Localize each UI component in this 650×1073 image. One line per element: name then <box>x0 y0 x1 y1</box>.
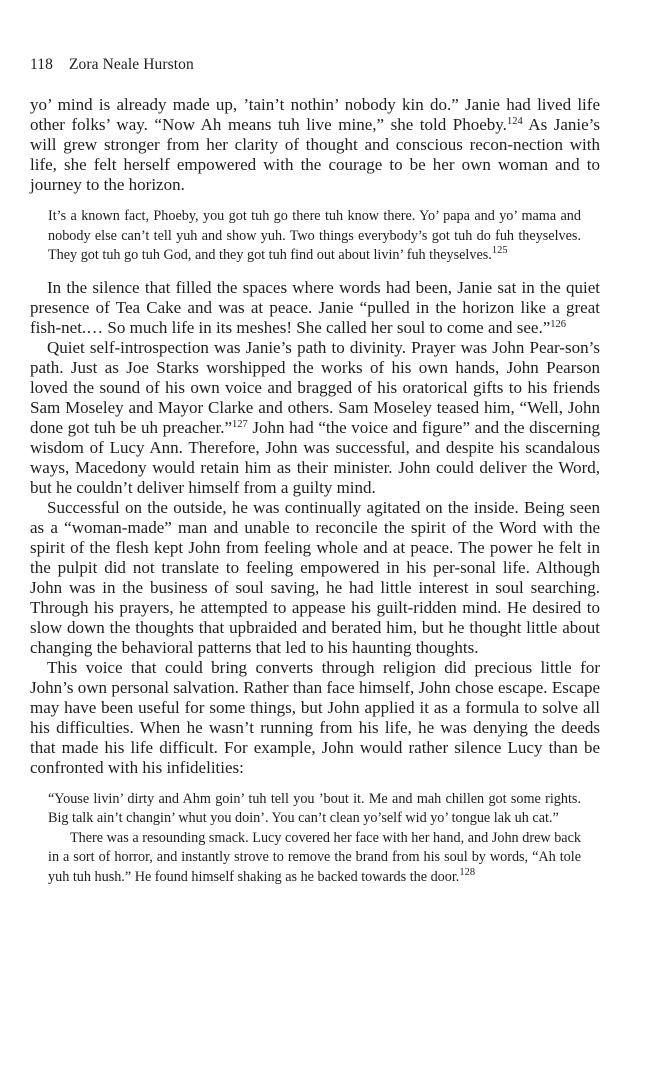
paragraph-text: In the silence that filled the spaces where words had been, Janie sat in the quiet presence of Tea Cake and was at peace. Janie “pulled in the horizon like a great fish-net.… So much life in its meshes! She called her soul to come and see.” <box>30 277 600 337</box>
block-quote <box>48 790 581 888</box>
paragraph-text: Quiet self-introspection was Janie’s path to divinity. Prayer was John Pear-son’s path. Just as Joe Starks worshipped the works of his own hands, John Pearson loved the sound of his own voice and bragged of his oratorical gifts to his friends Sam Moseley and Mayor Clarke and others. Sam Moseley teased him, “Well, John done got tuh be uh preacher.” <box>30 337 600 437</box>
paragraph <box>30 338 600 498</box>
running-header <box>30 56 194 74</box>
quote-paragraph: “Youse livin’ dirty and Ahm goin’ tuh tell you ’bout it. Me and mah chillen got some rights. Big talk ain’t changin’ whut you doin’. You can’t clean yo’self wid yo’ tongue lak uh cat.” <box>48 790 581 826</box>
paragraph: Successful on the outside, he was continually agitated on the inside. Being seen as a “woman-made” man and unable to reconcile the spirit of the Word with the spirit of the flesh kept John from feeling whole and at peace. The power he felt in the pulpit did not translate to feeling empowered in his per-sonal life. Although John was in the business of soul saving, he had little interest in soul searching. Through his prayers, he attempted to appease his guilt-ridden mind. He desired to slow down the thoughts that upbraided and berated him, but he thought little about changing the behavioral patterns that led to his haunting thoughts. <box>30 497 600 657</box>
running-title: Zora Neale Hurston <box>68 56 194 73</box>
paragraph <box>30 95 600 195</box>
body-text <box>30 95 600 887</box>
paragraph-text: yo’ mind is already made up, ’tain’t nothin’ nobody kin do.” Janie had lived life other folks’ way. “Now Ah means tuh live mine,” she told Phoeby. <box>30 95 600 134</box>
quote-paragraph <box>48 207 581 266</box>
quote-text: It’s a known fact, Phoeby, you got tuh go there tuh know there. Yo’ papa and yo’ mama and nobody else can’t tell yuh and show yuh. Two things everybody’s got tuh do fuh theyselves. They got tuh go tuh God, and they got tuh find out about livin’ fuh theyselves. <box>48 208 581 263</box>
paragraph-text: As Janie’s will grew stronger from her clarity of thought and conscious recon-nection with life, she felt herself empowered with the courage to be her own woman and to journey to the horizon. <box>30 115 601 194</box>
footnote-marker: 126 <box>550 318 567 330</box>
footnote-marker: 128 <box>459 866 476 878</box>
quote-paragraph <box>48 829 581 888</box>
paragraph <box>30 278 600 338</box>
footnote-marker: 125 <box>491 245 508 256</box>
footnote-marker: 124 <box>506 116 523 127</box>
page-number: 118 <box>30 56 53 73</box>
paragraph: This voice that could bring converts through religion did precious little for John’s own personal salvation. Rather than face himself, John chose escape. Escape may have been useful for some things, but John applied it as a formula to solve all his difficulties. When he wasn’t running from his life, he was denying the deeds that made his life difficult. For example, John would rather silence Lucy than be confronted with his infidelities: <box>30 657 600 777</box>
block-quote <box>48 207 581 266</box>
quote-text: There was a resounding smack. Lucy covered her face with her hand, and John drew back in a sort of horror, and instantly strove to remove the brand from his soul by words, “Ah tole yuh tuh hush.” He found himself shaking as he backed towards the door. <box>48 829 581 885</box>
footnote-marker: 127 <box>232 418 248 430</box>
paragraph-text: John had “the voice and figure” and the discerning wisdom of Lucy Ann. Therefore, John was successful, and despite his scandalous ways, Macedony would retain him as their minister. John could deliver the Word, but he couldn’t deliver himself from a guilty mind. <box>30 417 600 497</box>
